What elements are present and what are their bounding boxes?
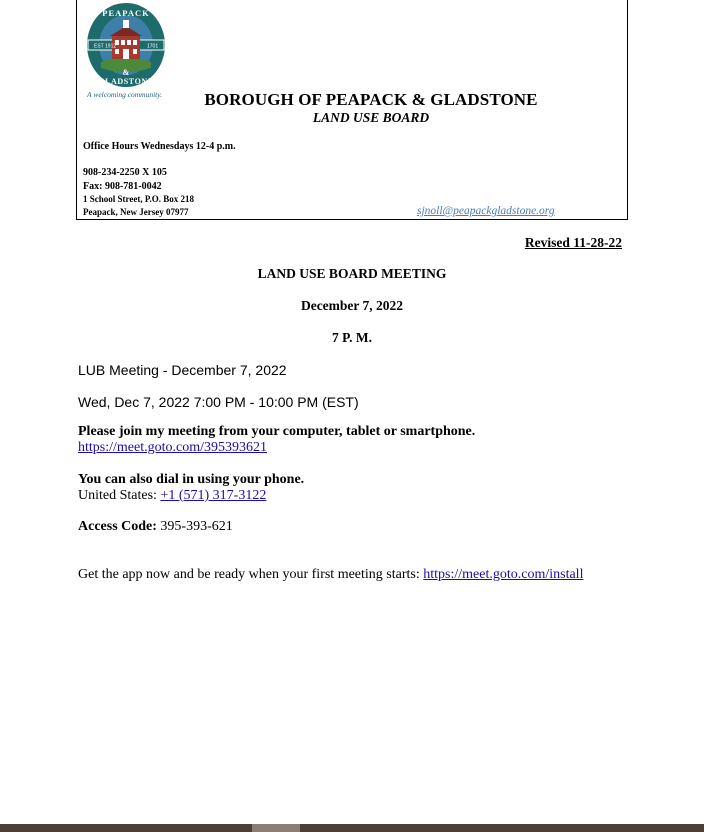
app-line: [78, 567, 583, 583]
email-link[interactable]: sjnoll@peapackgladstone.org: [417, 205, 555, 217]
seal-left-date: EST 1912: [94, 43, 117, 50]
borough-seal-logo: [85, 2, 167, 90]
access-code-line: [78, 519, 233, 535]
goto-meeting-name: LUB Meeting - December 7, 2022: [78, 362, 287, 378]
dial-number-link[interactable]: +1 (571) 317-3122: [160, 488, 267, 503]
organization-subtitle: LAND USE BOARD: [312, 110, 430, 125]
dial-country: United States:: [78, 488, 157, 503]
office-hours: Office Hours Wednesdays 12-4 p.m.: [83, 141, 236, 152]
phone-number: 908-234-2250 X 105: [83, 167, 167, 178]
dial-prompt: You can also dial in using your phone.: [78, 472, 305, 487]
access-code-label: Access Code:: [78, 519, 157, 534]
organization-title: BOROUGH OF PEAPACK & GLADSTONE: [204, 90, 538, 109]
letterhead: [76, 0, 628, 220]
join-section: [78, 424, 475, 456]
viewer-bottom-bar: [0, 824, 704, 832]
join-link[interactable]: https://meet.goto.com/395393621: [78, 440, 267, 455]
app-prompt: Get the app now and be ready when your first meeting starts:: [78, 567, 420, 582]
fax-number: Fax: 908-781-0042: [83, 181, 162, 192]
street-address: 1 School Street, P.O. Box 218: [83, 194, 195, 204]
goto-schedule: Wed, Dec 7, 2022 7:00 PM - 10:00 PM (EST): [78, 394, 359, 410]
seal-graphic: [85, 2, 167, 90]
revised-date: Revised 11-28-22: [524, 235, 622, 250]
meeting-date: December 7, 2022: [300, 298, 404, 313]
join-prompt: Please join my meeting from your computer, tablet or smartphone.: [78, 424, 476, 439]
app-install-link[interactable]: https://meet.goto.com/install: [423, 567, 584, 582]
tagline: A welcoming community.: [87, 90, 163, 99]
seal-top-text: PEAPACK: [102, 8, 150, 18]
seal-ampersand: &: [122, 68, 130, 77]
meeting-time: 7 P. M.: [332, 330, 372, 345]
city-address: Peapack, New Jersey 07977: [83, 207, 189, 217]
access-code-value: 395-393-621: [160, 519, 233, 534]
viewer-scroll-thumb[interactable]: [252, 824, 300, 832]
meeting-heading: LAND USE BOARD MEETING: [257, 266, 447, 281]
dial-section: [78, 472, 304, 504]
seal-bottom-text: GLADSTONE: [98, 77, 154, 86]
seal-right-date: 1701: [147, 43, 159, 50]
